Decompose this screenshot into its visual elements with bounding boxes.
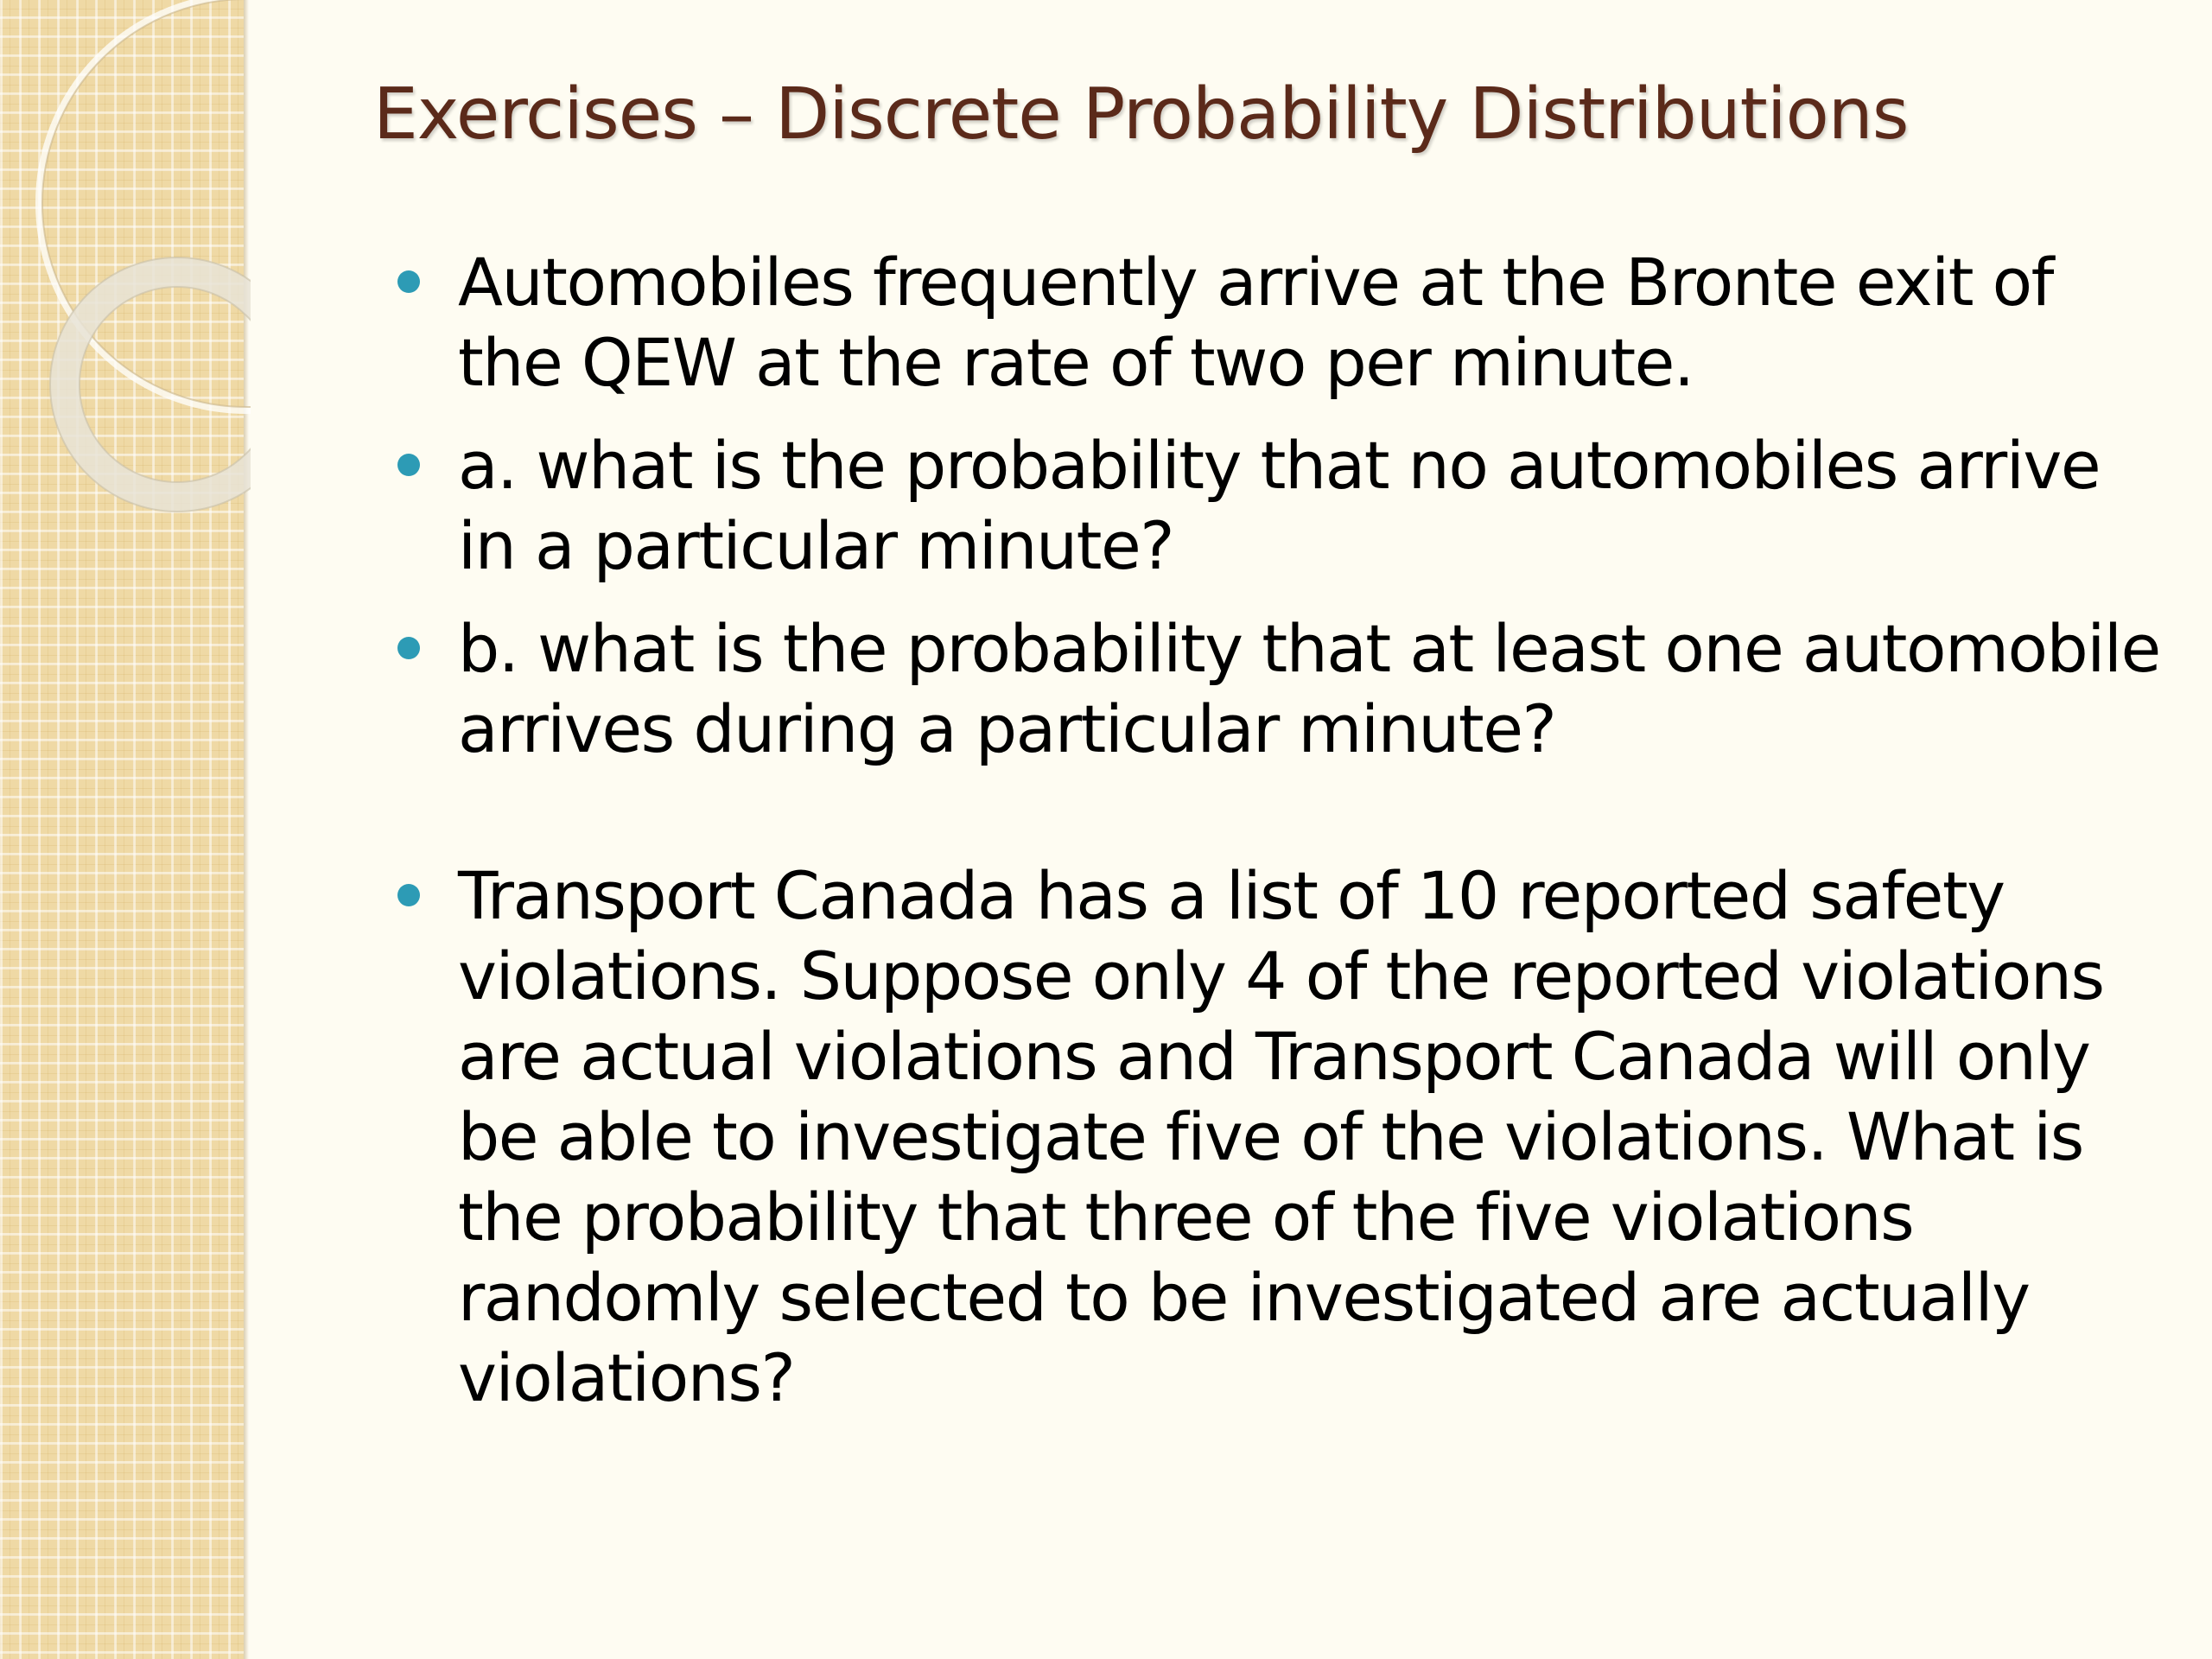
bullet-dot-icon [397, 637, 420, 659]
bullet-item [458, 425, 2169, 586]
slide-title: Exercises – Discrete Probability Distributions [373, 73, 1909, 156]
bullet-text: a. what is the probability that no automobiles arrive in a particular minute? [458, 427, 2101, 584]
decorative-rings-icon [0, 0, 251, 553]
bullet-text: b. what is the probability that at least one automobile arrives during a particular minute? [458, 610, 2160, 767]
bullet-dot-icon [397, 884, 420, 906]
bullet-item [458, 242, 2169, 403]
bullet-list [458, 242, 2169, 1440]
bullet-item [458, 855, 2169, 1418]
bullet-text: Automobiles frequently arrive at the Bronte exit of the QEW at the rate of two per minute. [458, 244, 2053, 401]
bullet-dot-icon [397, 454, 420, 476]
bullet-text: Transport Canada has a list of 10 reported safety violations. Suppose only 4 of the reported violations are actual violations and Transport Canada will only be able to investigate five of the violations. What is the probability that three of the five violations randomly selected to be investigated are actually violations? [458, 857, 2104, 1416]
bullet-item [458, 608, 2169, 769]
bullet-dot-icon [397, 270, 420, 293]
